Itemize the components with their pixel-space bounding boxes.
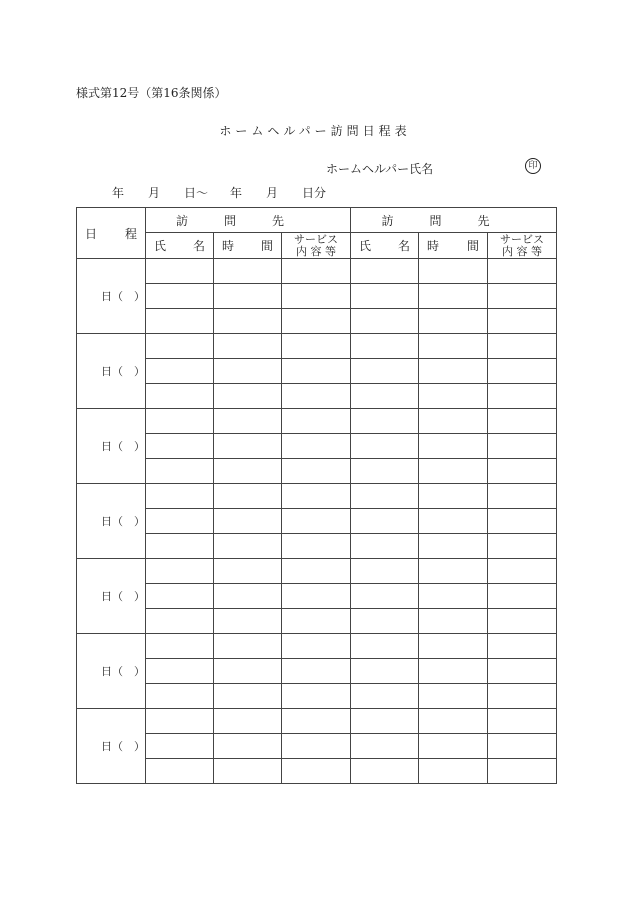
schedule-row xyxy=(77,334,557,359)
time-cell[interactable] xyxy=(214,434,282,459)
form-number: 様式第12号（第16条関係） xyxy=(76,86,227,100)
service-cell[interactable] xyxy=(488,609,557,634)
visit-destination-header: 訪問先 xyxy=(146,208,351,233)
time-cell[interactable] xyxy=(214,534,282,559)
service-cell[interactable] xyxy=(488,384,557,409)
service-cell[interactable] xyxy=(282,509,351,534)
helper-name-label: ホームヘルパー氏名 xyxy=(326,162,434,176)
time-cell[interactable] xyxy=(419,334,488,359)
period-year-end: 年 xyxy=(230,186,243,200)
service-cell[interactable] xyxy=(488,309,557,334)
service-cell[interactable] xyxy=(282,659,351,684)
name-cell[interactable] xyxy=(146,759,214,784)
time-cell[interactable] xyxy=(419,484,488,509)
name-cell[interactable] xyxy=(146,684,214,709)
schedule-row xyxy=(77,409,557,434)
schedule-row xyxy=(77,359,557,384)
name-cell[interactable] xyxy=(351,459,419,484)
schedule-row xyxy=(77,659,557,684)
service-cell[interactable] xyxy=(282,384,351,409)
seal-mark: 印 xyxy=(525,158,541,174)
schedule-row xyxy=(77,309,557,334)
name-cell[interactable] xyxy=(351,259,419,284)
schedule-row xyxy=(77,484,557,509)
service-cell[interactable] xyxy=(488,509,557,534)
time-header: 時 間 xyxy=(419,233,488,259)
service-cell[interactable] xyxy=(488,584,557,609)
name-cell[interactable] xyxy=(351,434,419,459)
schedule-row xyxy=(77,684,557,709)
time-cell[interactable] xyxy=(419,659,488,684)
time-cell[interactable] xyxy=(214,409,282,434)
name-cell[interactable] xyxy=(146,359,214,384)
time-cell[interactable] xyxy=(214,284,282,309)
time-cell[interactable] xyxy=(214,609,282,634)
schedule-row xyxy=(77,584,557,609)
time-cell[interactable] xyxy=(419,559,488,584)
service-cell[interactable] xyxy=(488,734,557,759)
time-cell[interactable] xyxy=(419,684,488,709)
time-cell[interactable] xyxy=(419,534,488,559)
schedule-table xyxy=(76,207,557,784)
service-cell[interactable] xyxy=(282,434,351,459)
name-cell[interactable] xyxy=(146,384,214,409)
name-cell[interactable] xyxy=(146,584,214,609)
service-header: サービス 内 容 等 xyxy=(282,233,351,259)
service-cell[interactable] xyxy=(282,684,351,709)
name-header: 氏 名 xyxy=(351,233,419,259)
time-cell[interactable] xyxy=(419,459,488,484)
schedule-row xyxy=(77,434,557,459)
time-cell[interactable] xyxy=(214,559,282,584)
time-cell[interactable] xyxy=(419,509,488,534)
service-cell[interactable] xyxy=(488,759,557,784)
name-cell[interactable] xyxy=(146,434,214,459)
time-cell[interactable] xyxy=(214,309,282,334)
period-month-end: 月 xyxy=(266,186,279,200)
time-cell[interactable] xyxy=(214,684,282,709)
schedule-row xyxy=(77,634,557,659)
service-cell[interactable] xyxy=(488,409,557,434)
service-cell[interactable] xyxy=(282,609,351,634)
name-cell[interactable] xyxy=(146,459,214,484)
schedule-row xyxy=(77,459,557,484)
time-cell[interactable] xyxy=(419,609,488,634)
name-cell[interactable] xyxy=(351,509,419,534)
name-cell[interactable] xyxy=(146,484,214,509)
service-cell[interactable] xyxy=(488,534,557,559)
service-cell[interactable] xyxy=(282,284,351,309)
day-cell: 日（ ） xyxy=(77,634,146,709)
name-cell[interactable] xyxy=(146,634,214,659)
service-cell[interactable] xyxy=(282,334,351,359)
time-cell[interactable] xyxy=(214,459,282,484)
visit-destination-header: 訪問先 xyxy=(351,208,557,233)
name-cell[interactable] xyxy=(351,584,419,609)
day-cell: 日（ ） xyxy=(77,409,146,484)
service-cell[interactable] xyxy=(282,559,351,584)
period-year-start: 年 xyxy=(112,186,125,200)
time-cell[interactable] xyxy=(214,634,282,659)
name-cell[interactable] xyxy=(351,484,419,509)
service-cell[interactable] xyxy=(282,634,351,659)
time-cell[interactable] xyxy=(419,359,488,384)
period-month-start: 月 xyxy=(148,186,161,200)
service-cell[interactable] xyxy=(488,684,557,709)
name-cell[interactable] xyxy=(146,309,214,334)
name-cell[interactable] xyxy=(351,709,419,734)
service-cell[interactable] xyxy=(282,584,351,609)
name-cell[interactable] xyxy=(351,684,419,709)
schedule-row xyxy=(77,709,557,734)
time-cell[interactable] xyxy=(214,759,282,784)
service-cell[interactable] xyxy=(282,734,351,759)
time-cell[interactable] xyxy=(214,259,282,284)
service-cell[interactable] xyxy=(488,284,557,309)
schedule-row xyxy=(77,284,557,309)
service-cell[interactable] xyxy=(488,634,557,659)
time-cell[interactable] xyxy=(419,409,488,434)
time-cell[interactable] xyxy=(214,509,282,534)
service-cell[interactable] xyxy=(282,309,351,334)
day-cell: 日（ ） xyxy=(77,709,146,784)
schedule-row xyxy=(77,734,557,759)
name-cell[interactable] xyxy=(351,359,419,384)
service-cell[interactable] xyxy=(282,534,351,559)
time-cell[interactable] xyxy=(214,584,282,609)
service-cell[interactable] xyxy=(282,709,351,734)
service-cell[interactable] xyxy=(488,709,557,734)
time-cell[interactable] xyxy=(419,709,488,734)
service-cell[interactable] xyxy=(488,434,557,459)
name-cell[interactable] xyxy=(351,559,419,584)
period-day-end: 日分 xyxy=(302,186,327,200)
name-cell[interactable] xyxy=(351,759,419,784)
name-cell[interactable] xyxy=(146,709,214,734)
time-cell[interactable] xyxy=(419,759,488,784)
schedule-row xyxy=(77,559,557,584)
service-cell[interactable] xyxy=(488,359,557,384)
name-cell[interactable] xyxy=(146,284,214,309)
service-cell[interactable] xyxy=(282,459,351,484)
time-cell[interactable] xyxy=(214,709,282,734)
service-cell[interactable] xyxy=(282,759,351,784)
schedule-row xyxy=(77,259,557,284)
day-cell: 日（ ） xyxy=(77,259,146,334)
name-cell[interactable] xyxy=(351,409,419,434)
name-cell[interactable] xyxy=(146,734,214,759)
time-cell[interactable] xyxy=(214,334,282,359)
time-cell[interactable] xyxy=(214,659,282,684)
time-cell[interactable] xyxy=(419,584,488,609)
time-cell[interactable] xyxy=(419,284,488,309)
period-day-start: 日〜 xyxy=(184,186,209,200)
time-cell[interactable] xyxy=(214,484,282,509)
service-cell[interactable] xyxy=(488,259,557,284)
name-cell[interactable] xyxy=(146,534,214,559)
service-cell[interactable] xyxy=(488,659,557,684)
name-header: 氏 名 xyxy=(146,233,214,259)
time-cell[interactable] xyxy=(419,384,488,409)
document-title: ホームヘルパー訪問日程表 xyxy=(219,124,411,138)
name-cell[interactable] xyxy=(351,634,419,659)
service-cell[interactable] xyxy=(282,359,351,384)
service-cell[interactable] xyxy=(488,459,557,484)
time-cell[interactable] xyxy=(419,734,488,759)
name-cell[interactable] xyxy=(351,309,419,334)
service-cell[interactable] xyxy=(282,484,351,509)
time-cell[interactable] xyxy=(214,359,282,384)
service-cell[interactable] xyxy=(282,409,351,434)
name-cell[interactable] xyxy=(146,659,214,684)
time-cell[interactable] xyxy=(419,309,488,334)
name-cell[interactable] xyxy=(351,384,419,409)
service-header: サービス 内 容 等 xyxy=(488,233,557,259)
name-cell[interactable] xyxy=(351,659,419,684)
schedule-row xyxy=(77,534,557,559)
day-cell: 日（ ） xyxy=(77,559,146,634)
name-cell[interactable] xyxy=(351,534,419,559)
name-cell[interactable] xyxy=(351,334,419,359)
name-cell[interactable] xyxy=(146,409,214,434)
day-cell: 日（ ） xyxy=(77,334,146,409)
name-cell[interactable] xyxy=(146,609,214,634)
schedule-row xyxy=(77,609,557,634)
day-cell: 日（ ） xyxy=(77,484,146,559)
time-cell[interactable] xyxy=(419,259,488,284)
time-cell[interactable] xyxy=(214,384,282,409)
time-cell[interactable] xyxy=(419,434,488,459)
service-cell[interactable] xyxy=(282,259,351,284)
name-cell[interactable] xyxy=(146,509,214,534)
schedule-header: 日 程 xyxy=(77,208,146,259)
name-cell[interactable] xyxy=(146,559,214,584)
name-cell[interactable] xyxy=(351,734,419,759)
schedule-row xyxy=(77,759,557,784)
name-cell[interactable] xyxy=(146,334,214,359)
name-cell[interactable] xyxy=(351,284,419,309)
service-cell[interactable] xyxy=(488,559,557,584)
name-cell[interactable] xyxy=(146,259,214,284)
time-header: 時 間 xyxy=(214,233,282,259)
schedule-row xyxy=(77,509,557,534)
schedule-row xyxy=(77,384,557,409)
time-cell[interactable] xyxy=(419,634,488,659)
name-cell[interactable] xyxy=(351,609,419,634)
time-cell[interactable] xyxy=(214,734,282,759)
service-cell[interactable] xyxy=(488,484,557,509)
service-cell[interactable] xyxy=(488,334,557,359)
